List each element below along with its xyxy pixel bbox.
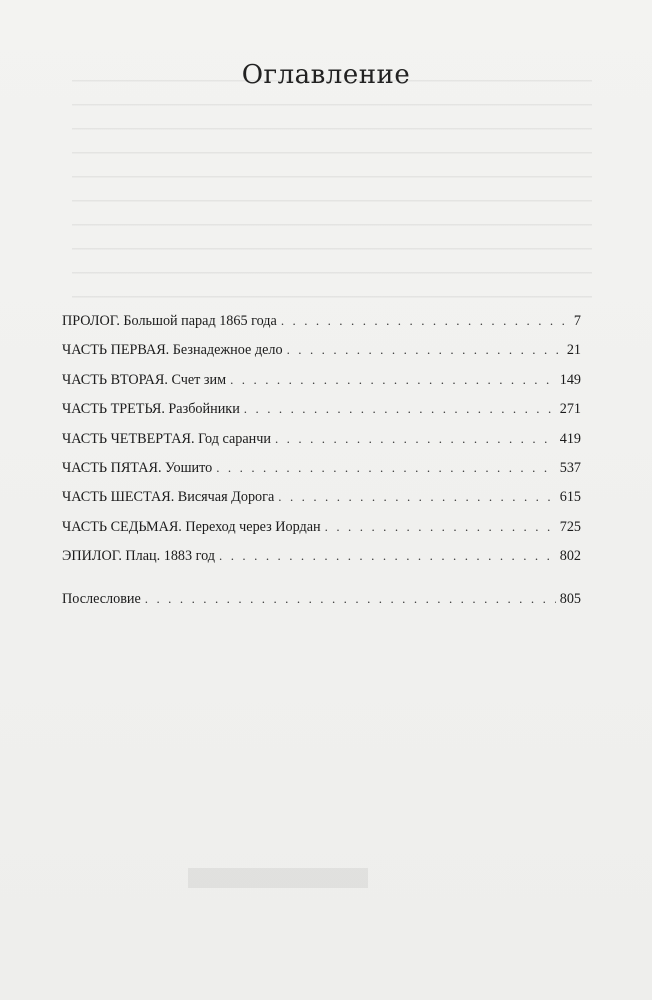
toc-entry-label: ПРОЛОГ. Большой парад 1865 года <box>62 313 277 329</box>
toc-entry-page: 271 <box>559 401 581 418</box>
toc-entry-label: ЧАСТЬ ТРЕТЬЯ. Разбойники <box>62 401 240 418</box>
toc-entry-page: 805 <box>559 590 581 607</box>
toc-entry-part-2 <box>62 365 581 394</box>
toc-entry-prologue <box>62 306 581 335</box>
toc-entry-page: 21 <box>566 342 581 359</box>
toc-entry-label: ЧАСТЬ СЕДЬМАЯ. Переход через Иордан <box>62 518 321 535</box>
toc-entry-label: ЭПИЛОГ. Плац. 1883 год <box>62 548 216 565</box>
toc-entry-page: 725 <box>559 518 581 535</box>
dot-leader <box>230 365 556 394</box>
reverse-side-bleed-through <box>72 62 592 302</box>
toc-entry-label: ЧАСТЬ ПЯТАЯ. Уошито <box>62 459 213 476</box>
dot-leader <box>281 306 570 335</box>
dot-leader <box>145 584 556 613</box>
dot-leader <box>216 453 556 482</box>
toc-entry-part-6 <box>62 482 581 511</box>
dot-leader <box>325 512 556 541</box>
toc-entry-page: 149 <box>559 371 581 388</box>
toc-entry-page: 537 <box>559 459 581 476</box>
toc-entry-page: 802 <box>559 548 581 565</box>
toc-entry-label: ЧАСТЬ ШЕСТАЯ. Висячая Дорога <box>62 489 275 506</box>
toc-entry-page: 615 <box>559 489 581 506</box>
dot-leader <box>278 482 555 511</box>
dot-leader <box>219 541 556 570</box>
toc-entry-label: ЧАСТЬ ЧЕТВЕРТАЯ. Год саранчи <box>62 430 271 447</box>
toc-entry-part-4 <box>62 424 581 453</box>
dot-leader <box>244 394 556 423</box>
toc-entry-label: Послесловие <box>62 590 141 607</box>
toc-entry-afterword <box>62 584 581 613</box>
toc-entry-part-1 <box>62 335 581 364</box>
toc-entry-part-7 <box>62 512 581 541</box>
dot-leader <box>275 424 556 453</box>
toc-entry-label: ЧАСТЬ ПЕРВАЯ. Безнадежное дело <box>62 342 283 359</box>
toc-entry-epilogue <box>62 541 581 570</box>
toc-entry-page: 419 <box>559 430 581 447</box>
toc-entry-label: ЧАСТЬ ВТОРАЯ. Счет зим <box>62 371 227 388</box>
toc-entry-part-3 <box>62 394 581 423</box>
toc-entry-part-5 <box>62 453 581 482</box>
reverse-side-bleed-through-footer <box>188 868 368 888</box>
table-of-contents <box>62 306 581 613</box>
toc-entry-page: 7 <box>573 313 581 329</box>
page-title: Оглавление <box>241 60 411 90</box>
dot-leader <box>287 335 563 364</box>
